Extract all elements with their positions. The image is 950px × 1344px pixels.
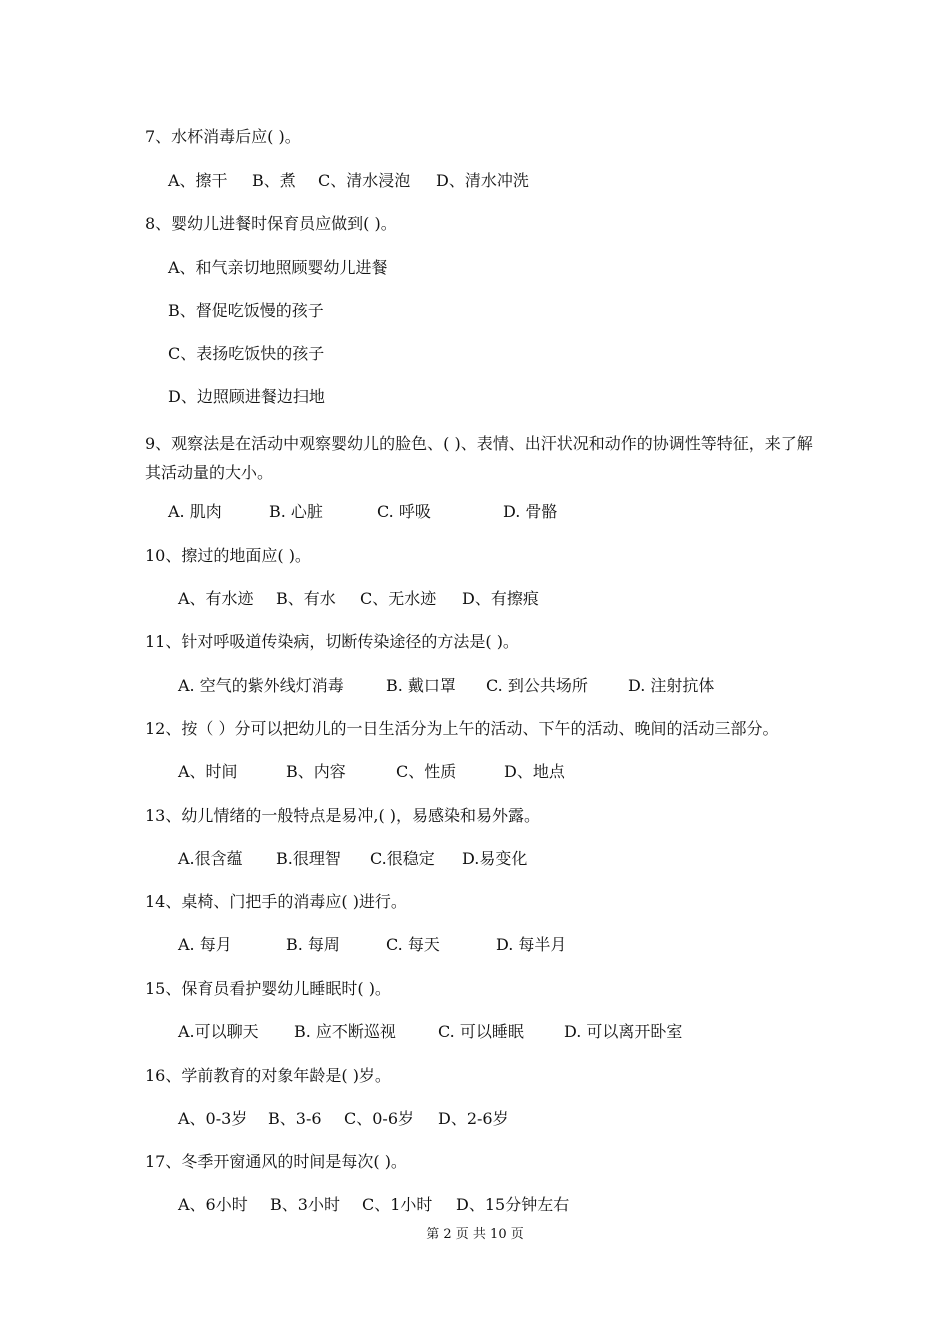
question-12-stem: 12、按（ ）分可以把幼儿的一日生活分为上午的活动、下午的活动、晚间的活动三部分。 [145,719,779,738]
option-b: B. 应不断巡视 [294,1022,396,1041]
option-b: B. 心脏 [269,502,323,521]
option-d: D. 骨骼 [503,502,558,521]
option-b: B、3小时 [270,1195,340,1214]
question-13-stem: 13、幼儿情绪的一般特点是易冲,( )，易感染和易外露。 [145,806,541,825]
question-7-options [168,169,529,193]
option-c: C.很稳定 [370,849,435,868]
option-c: C、无水迹 [360,589,437,608]
option-d: D、有擦痕 [462,589,539,608]
question-17-options [178,1193,569,1217]
question-10-options [178,587,539,611]
option-b: B. 戴口罩 [386,676,456,695]
question-16-stem: 16、学前教育的对象年龄是( )岁。 [145,1066,391,1085]
question-9-stem: 9、观察法是在活动中观察婴幼儿的脸色、( )、表情、出汗状况和动作的协调性等特征，来了解其活动量的大小。 [145,434,813,482]
option-b: B. 每周 [286,935,340,954]
option-c: C、1小时 [362,1195,433,1214]
option-a: A. 空气的紫外线灯消毒 [178,676,344,695]
option-a: A、时间 [178,762,238,781]
option-d: D. 注射抗体 [628,676,715,695]
option-b: B.很理智 [276,849,341,868]
question-17-stem: 17、冬季开窗通风的时间是每次( )。 [145,1152,407,1171]
question-11-stem: 11、针对呼吸道传染病，切断传染途径的方法是( )。 [145,632,519,651]
option-c: C. 可以睡眠 [438,1022,524,1041]
option-c: C. 每天 [386,935,440,954]
option-d: D.易变化 [462,849,528,868]
question-8-option-b: B、督促吃饭慢的孩子 [168,301,324,320]
option-c: C、0-6岁 [344,1109,415,1128]
option-b: B、有水 [276,589,336,608]
option-a: A、擦干 [168,171,228,190]
question-15-options [178,1020,682,1044]
option-a: A、6小时 [178,1195,248,1214]
option-b: B、内容 [286,762,346,781]
question-9-options [168,500,557,524]
question-16-options [178,1107,509,1131]
option-a: A.很含蕴 [178,849,243,868]
question-8-option-a: A、和气亲切地照顾婴幼儿进餐 [168,258,388,277]
option-a: A. 每月 [178,935,232,954]
option-d: D、清水冲洗 [436,171,529,190]
option-b: B、煮 [252,171,296,190]
option-c: C. 到公共场所 [486,676,588,695]
option-c: C、清水浸泡 [318,171,411,190]
option-d: D、地点 [504,762,565,781]
question-12-options [178,760,565,784]
question-8-option-d: D、边照顾进餐边扫地 [168,387,325,406]
question-14-options [178,933,566,957]
option-c: C. 呼吸 [377,502,431,521]
question-8-stem: 8、婴幼儿进餐时保育员应做到( )。 [145,214,397,233]
option-d: D、15分钟左右 [456,1195,570,1214]
question-8-option-c: C、表扬吃饭快的孩子 [168,344,325,363]
question-11-options [178,674,714,698]
option-a: A、有水迹 [178,589,254,608]
option-a: A、0-3岁 [178,1109,248,1128]
option-d: D. 每半月 [496,935,567,954]
option-b: B、3-6 [268,1109,322,1128]
question-7-stem: 7、水杯消毒后应( )。 [145,127,301,146]
question-15-stem: 15、保育员看护婴幼儿睡眠时( )。 [145,979,391,998]
option-c: C、性质 [396,762,457,781]
option-d: D. 可以离开卧室 [564,1022,683,1041]
question-10-stem: 10、擦过的地面应( )。 [145,546,311,565]
option-a: A.可以聊天 [178,1022,259,1041]
page-footer: 第 2 页 共 10 页 [426,1227,524,1242]
option-d: D、2-6岁 [438,1109,509,1128]
option-a: A. 肌肉 [168,502,222,521]
question-14-stem: 14、桌椅、门把手的消毒应( )进行。 [145,892,407,911]
question-13-options [178,847,527,871]
